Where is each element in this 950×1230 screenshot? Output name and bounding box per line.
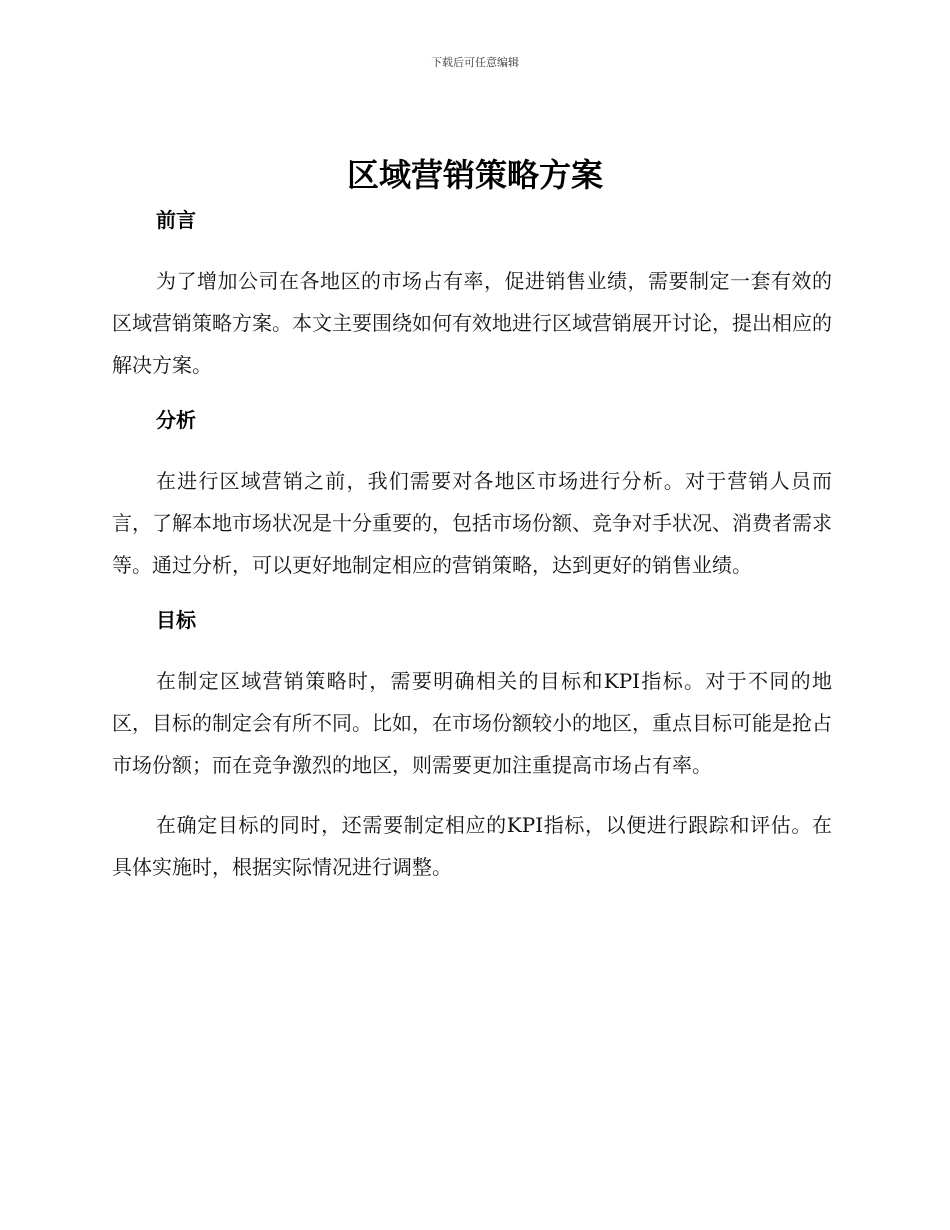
section-heading: 前言 — [156, 208, 196, 232]
section-analysis — [112, 404, 832, 586]
paragraph: 在制定区域营销策略时，需要明确相关的目标和KPI指标。对于不同的地区，目标的制定会有所不同。比如，在市场份额较小的地区，重点目标可能是抢占市场份额；而在竞争激烈的地区，则需要更加注重提高市场占有率。 — [112, 669, 832, 777]
section-heading: 分析 — [156, 408, 196, 432]
paragraph: 在进行区域营销之前，我们需要对各地区市场进行分析。对于营销人员而言，了解本地市场状况是十分重要的，包括市场份额、竞争对手状况、消费者需求等。通过分析，可以更好地制定相应的营销策略，达到更好的销售业绩。 — [112, 469, 832, 577]
section-preface — [112, 204, 832, 386]
document-title: 区域营销策略方案 — [346, 156, 603, 194]
section-heading: 目标 — [156, 608, 196, 632]
document-body — [112, 204, 832, 906]
paragraph: 为了增加公司在各地区的市场占有率，促进销售业绩，需要制定一套有效的区域营销策略方案。本文主要围绕如何有效地进行区域营销展开讨论，提出相应的解决方案。 — [112, 269, 832, 377]
header-note: 下载后可任意编辑 — [431, 56, 519, 69]
paragraph: 在确定目标的同时，还需要制定相应的KPI指标，以便进行跟踪和评估。在具体实施时，根据实际情况进行调整。 — [112, 813, 832, 879]
section-goals — [112, 604, 832, 888]
